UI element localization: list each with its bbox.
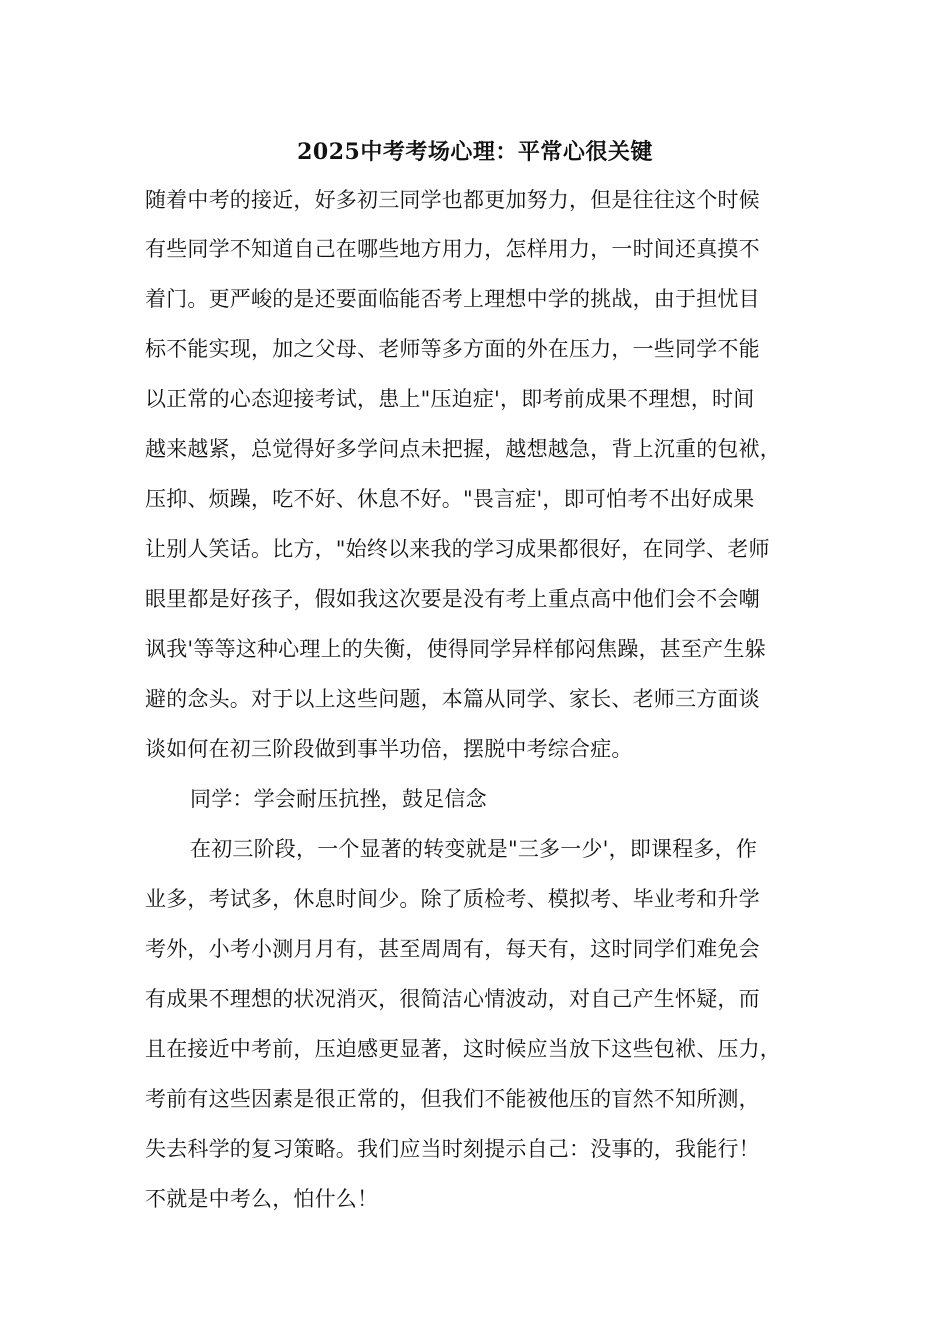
paragraph-line: 标不能实现，加之父母、老师等多方面的外在压力，一些同学不能 [145,337,760,361]
paragraph-line: 让别人笑话。比方，"始终以来我的学习成果都很好，在同学、老师 [145,537,770,561]
paragraph-line: 在初三阶段，一个显著的转变就是"三多一少'，即课程多，作 [190,837,758,861]
paragraph-line: 讽我'等等这种心理上的失衡，使得同学异样郁闷焦躁，甚至产生躲 [145,637,766,661]
paragraph-line: 着门。更严峻的是还要面临能否考上理想中学的挑战，由于担忧目 [145,287,760,311]
paragraph-line: 以正常的心态迎接考试，患上"压迫症'，即考前成果不理想，时间 [145,387,755,411]
paragraph-line: 避的念头。对于以上这些问题，本篇从同学、家长、老师三方面谈 [145,687,760,711]
paragraph-line: 越来越紧，总觉得好多学问点未把握，越想越急，背上沉重的包袱， [145,437,781,461]
document-title: 2025中考考场心理：平常心很关键 [297,139,653,165]
paragraph-line: 有些同学不知道自己在哪些地方用力，怎样用力，一时间还真摸不 [145,237,760,261]
paragraph-line: 考前有这些因素是很正常的，但我们不能被他压的盲然不知所测， [145,1087,760,1111]
paragraph-line: 不就是中考么，怕什么！ [145,1187,379,1211]
paragraph-line: 有成果不理想的状况消灭，很简洁心情波动，对自己产生怀疑，而 [145,987,760,1011]
paragraph-line: 谈如何在初三阶段做到事半功倍，摆脱中考综合症。 [145,737,633,761]
paragraph-line: 随着中考的接近，好多初三同学也都更加努力，但是往往这个时候 [145,188,760,212]
paragraph-line: 考外，小考小测月月有，甚至周周有，每天有，这时同学们难免会 [145,937,760,961]
paragraph-line: 眼里都是好孩子，假如我这次要是没有考上重点高中他们会不会嘲 [145,587,760,611]
paragraph-line: 且在接近中考前，压迫感更显著，这时候应当放下这些包袱、压力， [145,1037,781,1061]
section-heading: 同学：学会耐压抗挫，鼓足信念 [190,787,487,811]
paragraph-line: 压抑、烦躁，吃不好、休息不好。"畏言症'，即可怕考不出好成果 [145,487,755,511]
paragraph-line: 业多，考试多，休息时间少。除了质检考、模拟考、毕业考和升学 [145,887,760,911]
paragraph-line: 失去科学的复习策略。我们应当时刻提示自己：没事的，我能行！ [145,1137,760,1161]
